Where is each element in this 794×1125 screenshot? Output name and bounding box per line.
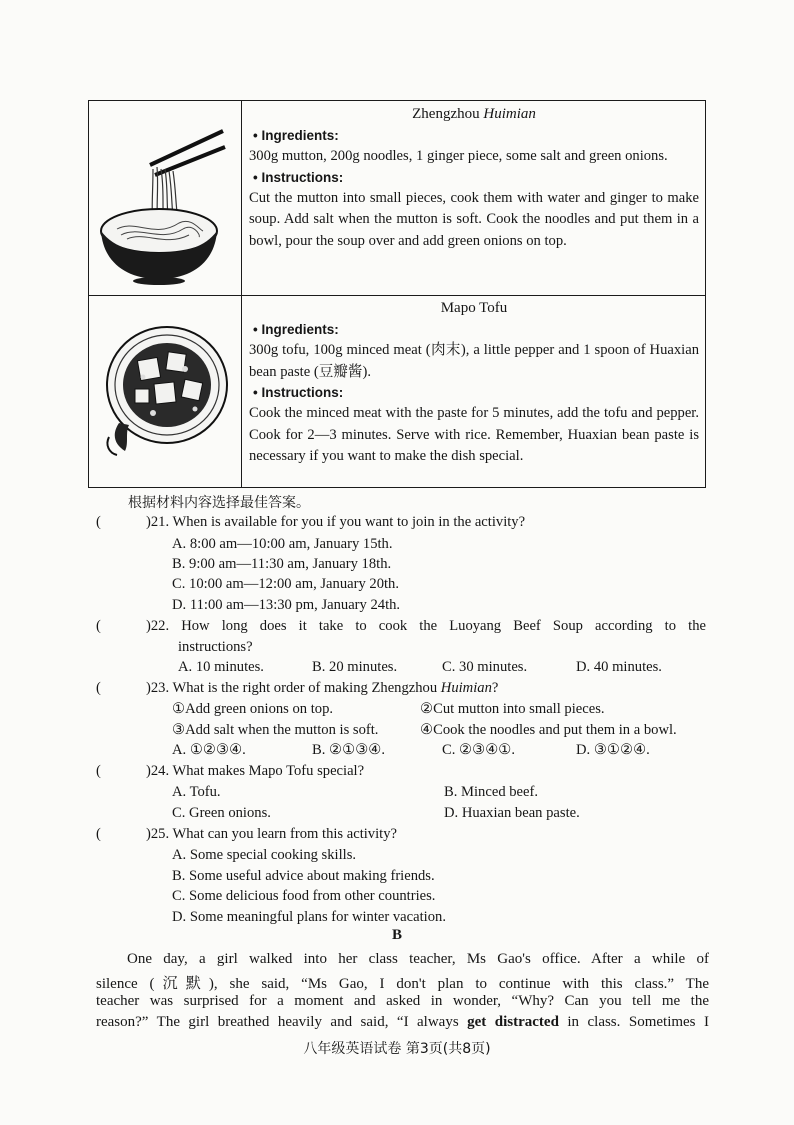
huimian-image-cell: [89, 101, 242, 295]
instructions-label: • Instructions:: [253, 169, 344, 185]
step-2: ②Cut mutton into small pieces.: [420, 701, 605, 717]
option-d[interactable]: D. 40 minutes.: [576, 659, 662, 675]
option-b[interactable]: B. Minced beef.: [444, 784, 539, 800]
ingredients-label: • Ingredients:: [253, 128, 339, 143]
page-footer: 八年级英语试卷 第3页(共8页): [303, 1041, 491, 1057]
recipe-title: Mapo Tofu: [440, 300, 508, 316]
recipe-title: [249, 106, 699, 126]
option-d[interactable]: D. Some meaningful plans for winter vacation.: [172, 909, 446, 925]
question-stem: )24. What makes Mapo Tofu special?: [146, 763, 365, 779]
huimian-text-cell: [249, 101, 699, 295]
noodle-bowl-illustration: [95, 111, 235, 286]
option-c[interactable]: C. Green onions.: [172, 805, 271, 821]
recipe-table: [88, 100, 706, 488]
option-b[interactable]: B. Some useful advice about making friends.: [172, 868, 435, 884]
question-stem: )22. How long does it take to cook the Luoyang Beef Soup according to the: [146, 618, 706, 634]
ingredients-text: 300g mutton, 200g noodles, 1 ginger piece, some salt and green onions.: [249, 148, 668, 164]
mapo-tofu-illustration: [95, 305, 235, 475]
question-stem: )25. What can you learn from this activity?: [146, 826, 397, 842]
passage-line: teacher was surprised for a moment and asked in wonder, “Why? Can you tell me the: [96, 993, 709, 1009]
question-stem-continued: instructions?: [178, 639, 253, 655]
option-c[interactable]: C. 10:00 am—12:00 am, January 20th.: [172, 576, 399, 592]
instructions-text: Cook the minced meat with the paste for 5 minutes, add the tofu and pepper. Cook for 2—3 minutes. Serve with rice. Remember, Huaxian bean paste is necessary if you want to make the dish special.: [249, 405, 699, 464]
section-instruction: 根据材料内容选择最佳答案。: [128, 495, 310, 511]
recipe-row-huimian: [89, 101, 705, 296]
mapo-text-cell: [249, 295, 699, 487]
passage-line: One day, a girl walked into her class teacher, Ms Gao's office. After a while of: [127, 951, 709, 967]
option-c[interactable]: C. ②③④①.: [442, 742, 516, 758]
section-heading: B: [391, 927, 402, 943]
recipe-title-italic: Huimian: [483, 106, 536, 122]
stem-prefix: )23. What is the right order of making Zhengzhou: [146, 680, 441, 696]
option-c[interactable]: C. 30 minutes.: [442, 659, 528, 675]
answer-bracket[interactable]: (: [96, 618, 101, 634]
answer-bracket[interactable]: (: [96, 763, 101, 779]
option-a[interactable]: A. Tofu.: [172, 784, 221, 800]
option-d[interactable]: D. Huaxian bean paste.: [444, 805, 580, 821]
passage-line: silence (沉默), she said, “Ms Gao, I don't plan to continue with this class.” The: [96, 976, 709, 992]
passage-text: reason?” The girl breathed heavily and said, “I always: [96, 1014, 468, 1030]
stem-italic: Huimian: [440, 680, 492, 696]
answer-bracket[interactable]: (: [96, 826, 101, 842]
recipe-row-mapo-tofu: [89, 295, 705, 487]
ingredients-label: • Ingredients:: [253, 322, 339, 337]
step-1: ①Add green onions on top.: [172, 701, 334, 717]
option-b[interactable]: B. 20 minutes.: [312, 659, 398, 675]
option-a[interactable]: A. Some special cooking skills.: [172, 847, 357, 863]
ingredients-text: 300g tofu, 100g minced meat (肉末), a little pepper and 1 spoon of Huaxian bean paste (豆瓣酱).: [249, 342, 699, 380]
stem-suffix: ?: [491, 680, 499, 696]
option-b[interactable]: B. 9:00 am—11:30 am, January 18th.: [172, 556, 392, 572]
option-d[interactable]: D. 11:00 am—13:30 pm, January 24th.: [172, 597, 401, 613]
option-a[interactable]: A. ①②③④.: [172, 742, 246, 758]
step-4: ④Cook the noodles and put them in a bowl.: [420, 722, 677, 738]
option-a[interactable]: A. 10 minutes.: [178, 659, 264, 675]
question-stem: )21. When is available for you if you want to join in the activity?: [146, 514, 526, 530]
instructions-text: Cut the mutton into small pieces, cook them with water and ginger to make soup. Add salt when the mutton is soft. Cook the noodles and put them in a bowl, pour the soup over and add green onions on top.: [249, 189, 699, 249]
instructions-label: • Instructions:: [253, 385, 344, 400]
answer-bracket[interactable]: (: [96, 514, 101, 530]
option-a[interactable]: A. 8:00 am—10:00 am, January 15th.: [172, 536, 393, 552]
question-stem: [146, 680, 498, 697]
option-c[interactable]: C. Some delicious food from other countries.: [172, 888, 436, 904]
option-d[interactable]: D. ③①②④.: [576, 742, 650, 758]
option-b[interactable]: B. ②①③④.: [312, 742, 386, 758]
passage-bold-phrase: get distracted: [467, 1014, 559, 1030]
answer-bracket[interactable]: (: [96, 680, 101, 696]
step-3: ③Add salt when the mutton is soft.: [172, 722, 379, 738]
recipe-title-prefix: Zhengzhou: [412, 106, 480, 122]
mapo-image-cell: [89, 295, 242, 487]
passage-text: in class. Sometimes I: [558, 1014, 709, 1030]
passage-line: [96, 1014, 709, 1031]
